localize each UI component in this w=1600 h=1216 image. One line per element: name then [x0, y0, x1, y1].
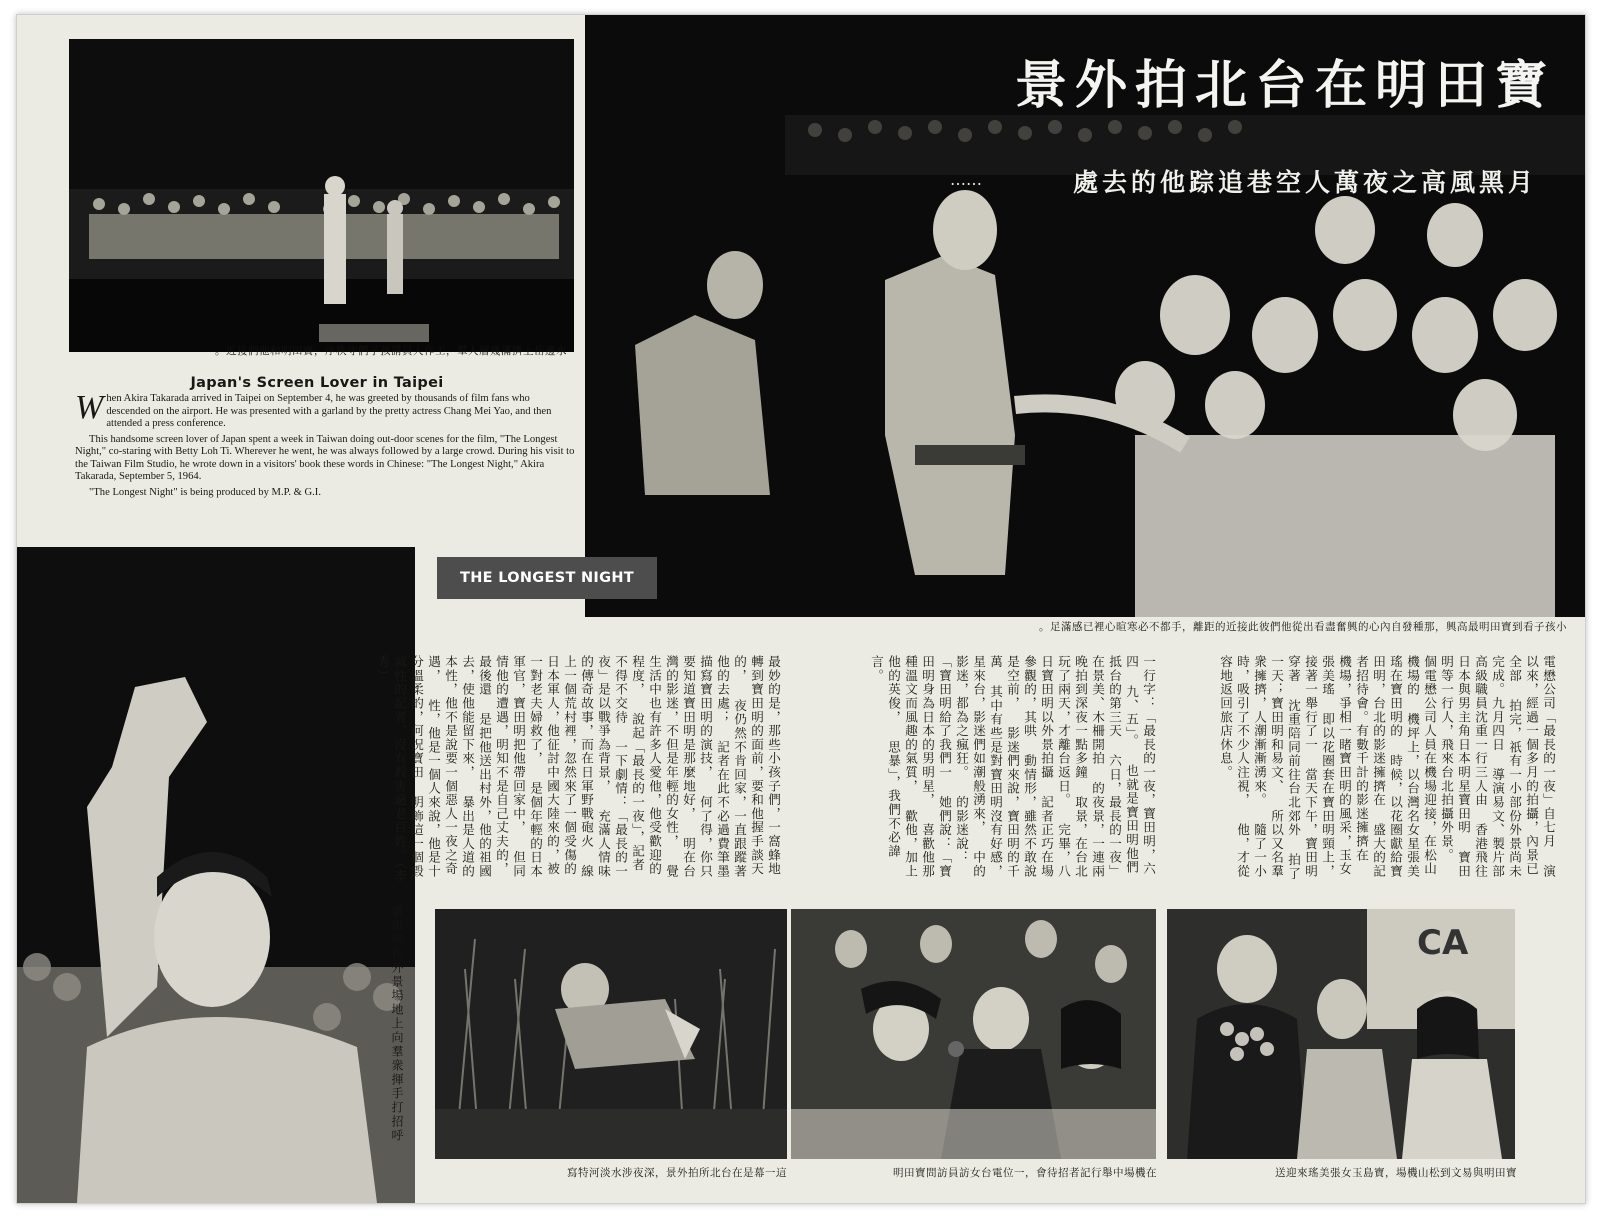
article-left-line-17: 性，他是一個人來說，他是十分溫柔的，何況寶田 [409, 655, 441, 879]
svg-text:CA: CA [1417, 923, 1469, 963]
caption-airport: 寶田明與易文到松山機場，寶島玉女張美瑤來迎送 [1275, 1167, 1517, 1179]
article-right-line-16: 所以又名羣衆擁擠，人潮漸漸湧來。 [1252, 655, 1284, 879]
photo-press-conference-image [791, 909, 1156, 1159]
article-right-line-18: 他，才從容地返回旅店休息。 [1218, 655, 1250, 879]
article-mid-line-5: 的夜景，一連兩晚拍到深夜一點多鐘 [1073, 655, 1105, 879]
article-left-line-10: 充滿人情味的傳奇故事，而在日軍野戰砲火 [579, 655, 611, 879]
article-column-mid [807, 655, 1157, 885]
photo-waving [17, 547, 415, 1203]
article-mid-line-15: 她們說：「寶田明身為日本的男明星， [920, 655, 952, 879]
article-mid-line-16: 喜歡他那種溫文而風趣的氣質， [903, 655, 935, 879]
article-mid-line-17: 歡他，加上他的英俊， [886, 655, 918, 879]
article-right-line-1: 電懋公司「最長的一夜」自七月 [1541, 655, 1556, 849]
article-right-line-5: 香港飛往日本與男主角日本明星寶田明 [1456, 655, 1488, 879]
article-right-line-2: 演以來，經過一個多月的拍攝，內景已全部 [1507, 655, 1556, 879]
article-left-line-16: 暴出是人道的本性，他不是說要一個惡人一夜之奇遇， [426, 655, 475, 879]
caption-top-left: 水邊岳上擠滿幾層人羣，工作人員請孩子們守秩序，寶田明和他們接近。 [215, 345, 567, 357]
caption-waving-vertical: 寶田明在外景場地上向羣衆揮手打招呼 [390, 905, 404, 1143]
article-mid-line-1: 一行字：「最長的一夜，寶田明，六四 [1124, 655, 1156, 876]
article-left-line-4: 記者在此不必過費筆墨描寫寶田明的演技， [698, 655, 730, 879]
photo-crowd-by-water [69, 39, 574, 352]
article-right-line-7: 個電懋公司人員在機場迎接，在松山機場的 [1405, 655, 1437, 876]
caption-press: 在機場中舉行記者招待會，一位電台女訪員訪問寶田明 [893, 1167, 1157, 1179]
article-mid-line-14: 的影迷說：「寶田明給了我們一 [937, 655, 969, 865]
article-left-line-12: 日本軍人，他征討中國大陸來的，被一對老夫婦救了， [528, 655, 560, 876]
photo-night-crowd [585, 15, 1585, 617]
article-left-line-9: 一下劇情：「最長的一夜」是以戰爭為背景， [596, 655, 628, 879]
article-left-line-15: 是把他送出村外，他的祖國去，使他能留下來， [460, 655, 492, 879]
article-right-line-17: 隨了一小時，吸引了不少人注視， [1235, 655, 1267, 879]
article-mid-line-10: 影迷們來說，寶田明的千萬 [988, 655, 1020, 879]
article-right-line-6: 寶田明等一行人，飛來台北拍攝外景。 [1439, 655, 1471, 879]
photo-creek-scene [435, 909, 787, 1159]
sub-headline-dots: …… [950, 170, 982, 189]
magazine-spread [16, 14, 1586, 1204]
article-left-line-11: 線上一個荒村裡，忽然來了一個受傷的 [562, 655, 594, 879]
film-title-banner: THE LONGEST NIGHT [437, 557, 657, 599]
article-left-line-1: 最妙的是，那些小孩子們，一窩蜂地 [766, 655, 781, 876]
article-left-line-5: 何了得，你只要知道寶田明是那麼地好， [681, 655, 713, 879]
article-left-line-2: 轉到寶田明的面前，要和他握手談天的， [732, 655, 764, 876]
main-headline: 寶田明在台北拍外景 [1014, 55, 1555, 116]
caption-center-strip: 小孩子看到寶田明最高興，那種發自內心的興奮盡看出從他們彼此接近的距離，手都不必寒暄心裡已感滿足。 [1039, 621, 1567, 633]
article-right-line-9: 時候，以花圈獻給寶田明，台北的影迷擁擠在 [1371, 655, 1403, 879]
article-mid-line-13: 中的影迷，都為之瘋狂。 [954, 655, 986, 879]
article-right-line-14: 沈重陪同前往台北郊外 [1286, 698, 1301, 837]
english-para-1: hen Akira Takarada arrived in Taipei on September 4, he was greeted by thousands of film fans who descended on the airport. He was presented with a garland by the pretty actress Chang Mei Yao, and then attended a press conference. [106, 393, 552, 429]
photo-airport [1167, 909, 1515, 1159]
article-left-line-3: 夜仍然不肯回家，一直跟蹤著他的去處； [715, 655, 747, 879]
english-para-2: This handsome screen lover of Japan spent a week in Taiwan doing out-door scenes for the film, "The Longest Night," co-staring with Betty Loh Ti. Wherever he went, he was always followed by a large crowd. During his visit to the Taiwan Film Studio, he wrote down in a visitors' book these words in Chinese: "The Longest Night," Akira Takarada, September 5, 1964. [75, 433, 575, 482]
article-mid-line-2: 九、五」。 [1124, 685, 1139, 748]
article-left-line-7: 覺生活中也有許多人愛他，他受歡迎的程度， [630, 655, 679, 879]
article-left-line-14: 但同情他的遭遇，明知不是自己丈夫的，最後還 [477, 655, 526, 879]
article-right-line-13: 當天下午，寶田明穿著 [1286, 655, 1318, 879]
caption-creek: 這一幕是在台北所拍外景，深夜涉水淡河特寫 [567, 1167, 787, 1179]
article-right-line-15: 拍了一天；寶田明和易文、 [1269, 655, 1301, 881]
article-mid-line-18: 思暴」，我們不必諱言。 [869, 655, 901, 859]
article-left-line-8: 說起「最長的一夜」，記者不得不交待 [613, 655, 645, 872]
article-column-right [1187, 655, 1557, 885]
photo-waving-image [17, 547, 415, 1203]
article-right-line-4: 導演易文、製片部高級職員沈重一行三人由 [1473, 655, 1505, 879]
article-left-line-13: 是個年輕的日本軍官，寶田明把他帶回家中， [511, 655, 543, 879]
article-left-line-18: 明飾這一個毀滅性的記者，沒有殺害過老百姓。（李秀） [375, 655, 424, 884]
article-right-line-12: 即以花圈套在寶田明頸上，接著一舉行了一 [1303, 655, 1335, 879]
article-mid-line-9: 動情形，雖然不敢說是空前， [1005, 655, 1037, 879]
english-title: Japan's Screen Lover in Taipei [190, 375, 444, 391]
article-mid-line-8: 記者正巧在場參觀的，其哄 [1022, 655, 1054, 879]
article-right-line-3: 拍完，祇有一小部份外景尚未完成。九月四日 [1490, 655, 1522, 879]
article-mid-line-3: 也就是寶田明他們抵台的第三天 [1107, 655, 1139, 875]
article-right-line-10: 盛大的記者招待會。有數千計的影迷擁擠在 [1354, 655, 1386, 879]
article-right-line-8: 機坪上，以台灣名女星張美瑤在寶田明的 [1388, 655, 1420, 879]
article-mid-line-7: 完畢，八日寶田明以外景拍攝 [1039, 655, 1071, 879]
article-mid-line-4: 六日，最長的一夜」在景美、木柵開拍 [1090, 655, 1122, 879]
english-body [75, 389, 575, 502]
photo-airport-image [1167, 909, 1515, 1159]
article-mid-line-12: 星來台，影迷們如潮般湧來， [971, 655, 986, 835]
photo-press-conference [791, 909, 1156, 1159]
english-para-3: "The Longest Night" is being produced by M.P. & G.I. [89, 486, 321, 498]
article-mid-line-11: 其中有些是對寶田明沒有好感， [988, 685, 1003, 879]
article-left-line-6: 明在台灣的影迷，不但是年輕的女性， [664, 655, 696, 879]
article-column-left [375, 655, 782, 885]
english-dropcap: W [75, 389, 104, 426]
article-mid-line-6: 取景，在台北玩了兩天，才離台返日。 [1056, 655, 1088, 879]
sub-headline: 月黑風高之夜萬人空巷追踪他的去處 [1072, 168, 1537, 197]
article-right-line-11: 機場，爭相一睹寶田明的風采，玉女張美瑤 [1320, 655, 1352, 876]
photo-crowd-by-water-image [69, 39, 574, 352]
photo-creek-scene-image [435, 909, 787, 1159]
